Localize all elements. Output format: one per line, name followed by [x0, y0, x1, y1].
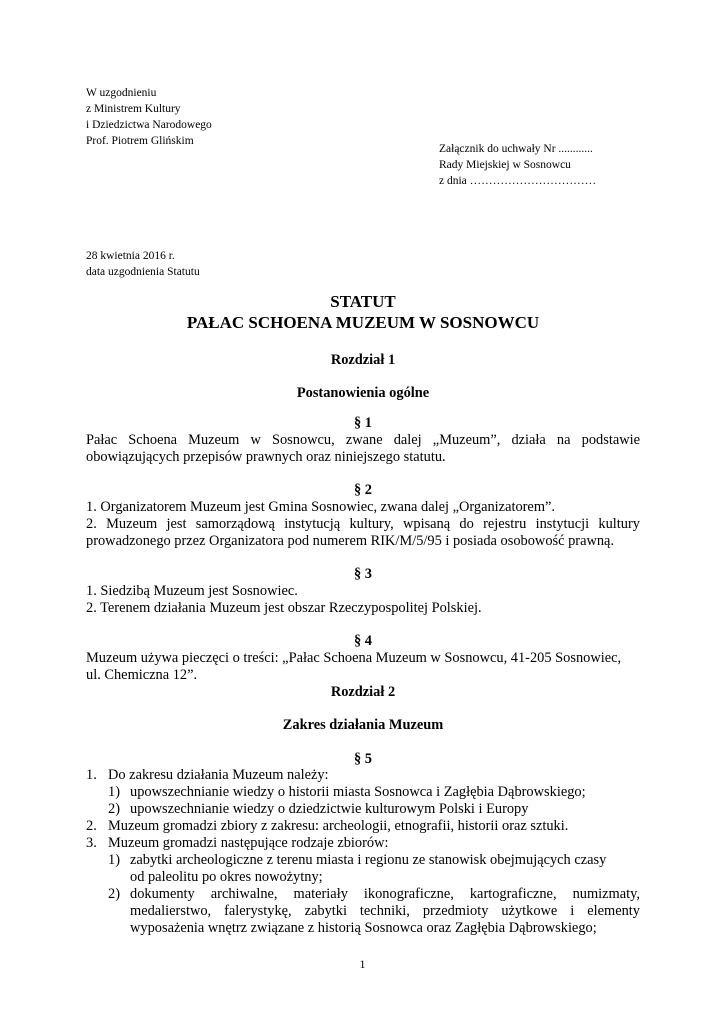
attachment-block — [439, 141, 596, 189]
chapter-2-label: Rozdział 2 — [330, 684, 396, 700]
approval-line-2: z Ministrem Kultury — [86, 103, 181, 115]
section-2-item-1: 1. Organizatorem Muzeum jest Gmina Sosnowiec, zwana dalej „Organizatorem”. — [86, 499, 556, 515]
section-4-line-1: Muzeum używa pieczęci o treści: „Pałac Schoena Muzeum w Sosnowcu, 41-205 Sosnowiec, — [86, 650, 622, 666]
section-4-mark: § 4 — [354, 633, 372, 649]
section-1-line-2: obowiązujących przepisów prawnych oraz niniejszego statutu. — [86, 449, 446, 465]
section-2-item-2-line-2: prowadzonego przez Organizatora pod numerem RIK/M/5/95 i posiada osobowość prawną. — [86, 533, 615, 549]
date-block — [86, 248, 200, 280]
chapter-1-title: Postanowienia ogólne — [296, 385, 430, 401]
section-5-point-3-sub-1-number: 1) — [108, 852, 120, 868]
section-3-item-1: 1. Siedzibą Muzeum jest Sosnowiec. — [86, 583, 298, 599]
approval-block — [86, 85, 212, 149]
section-5-point-2-text: Muzeum gromadzi zbiory z zakresu: archeologii, etnografii, historii oraz sztuki. — [108, 818, 569, 834]
chapter-1-label: Rozdział 1 — [330, 352, 396, 368]
section-1-mark: § 1 — [354, 415, 372, 431]
document-subtitle: PAŁAC SCHOENA MUZEUM W SOSNOWCU — [186, 313, 540, 332]
approval-line-1: W uzgodnieniu — [86, 87, 157, 99]
section-5-point-1-text: Do zakresu działania Muzeum należy: — [108, 767, 329, 783]
section-5-point-3-text: Muzeum gromadzi następujące rodzaje zbiorów: — [108, 835, 389, 851]
section-5-point-1-sub-1-text: upowszechnianie wiedzy o historii miasta Sosnowca i Zagłębia Dąbrowskiego; — [130, 784, 586, 800]
attachment-line-1: Załącznik do uchwały Nr ............ — [439, 143, 593, 155]
document-title: STATUT — [330, 292, 396, 311]
section-1-line-1: Pałac Schoena Muzeum w Sosnowcu, zwane dalej „Muzeum”, działa na podstawie — [86, 432, 640, 448]
section-3-item-2: 2. Terenem działania Muzeum jest obszar Rzeczypospolitej Polskiej. — [86, 600, 482, 616]
approval-date: 28 kwietnia 2016 r. — [86, 250, 175, 262]
section-2-mark: § 2 — [354, 482, 372, 498]
section-5-point-3-number: 3. — [86, 835, 97, 851]
attachment-line-2: Rady Miejskiej w Sosnowcu — [439, 159, 571, 171]
section-5-point-3-sub-2-number: 2) — [108, 886, 120, 902]
section-5-point-3-sub-2-line-3: wyposażenia wnętrz związane z historią Sosnowca oraz Zagłębia Dąbrowskiego; — [130, 920, 597, 936]
section-5-point-1-sub-1-number: 1) — [108, 784, 120, 800]
section-5-point-3-sub-1-line-2: od paleolitu po okres nowożytny; — [130, 869, 323, 885]
section-3-mark: § 3 — [354, 566, 372, 582]
section-5-point-1-sub-2-number: 2) — [108, 801, 120, 817]
section-4-line-2: ul. Chemiczna 12”. — [86, 667, 198, 683]
section-5-mark: § 5 — [354, 751, 372, 767]
approval-line-4: Prof. Piotrem Glińskim — [86, 135, 194, 147]
attachment-line-3: z dnia …………………………… — [439, 175, 597, 187]
section-2-item-2-line-1: 2. Muzeum jest samorządową instytucją kultury, wpisaną do rejestru instytucji kultury — [86, 516, 640, 532]
page-number: 1 — [359, 957, 366, 971]
section-5-point-2-number: 2. — [86, 818, 97, 834]
section-5-point-1-number: 1. — [86, 767, 97, 783]
section-5-point-3-sub-2-line-2: medalierstwo, falerystykę, zabytki techniki, przedmioty użytkowe i elementy — [130, 903, 640, 919]
section-5-point-3-sub-2-line-1: dokumenty archiwalne, materiały ikonograficzne, kartograficzne, numizmaty, — [130, 886, 640, 902]
section-5-point-1-sub-2-text: upowszechnianie wiedzy o dziedzictwie kulturowym Polski i Europy — [130, 801, 529, 817]
approval-date-label: data uzgodnienia Statutu — [86, 266, 200, 278]
section-5-point-3-sub-1-line-1: zabytki archeologiczne z terenu miasta i regionu ze stanowisk obejmujących czasy — [130, 852, 607, 868]
approval-line-3: i Dziedzictwa Narodowego — [86, 119, 212, 131]
chapter-2-title: Zakres działania Muzeum — [282, 717, 444, 733]
